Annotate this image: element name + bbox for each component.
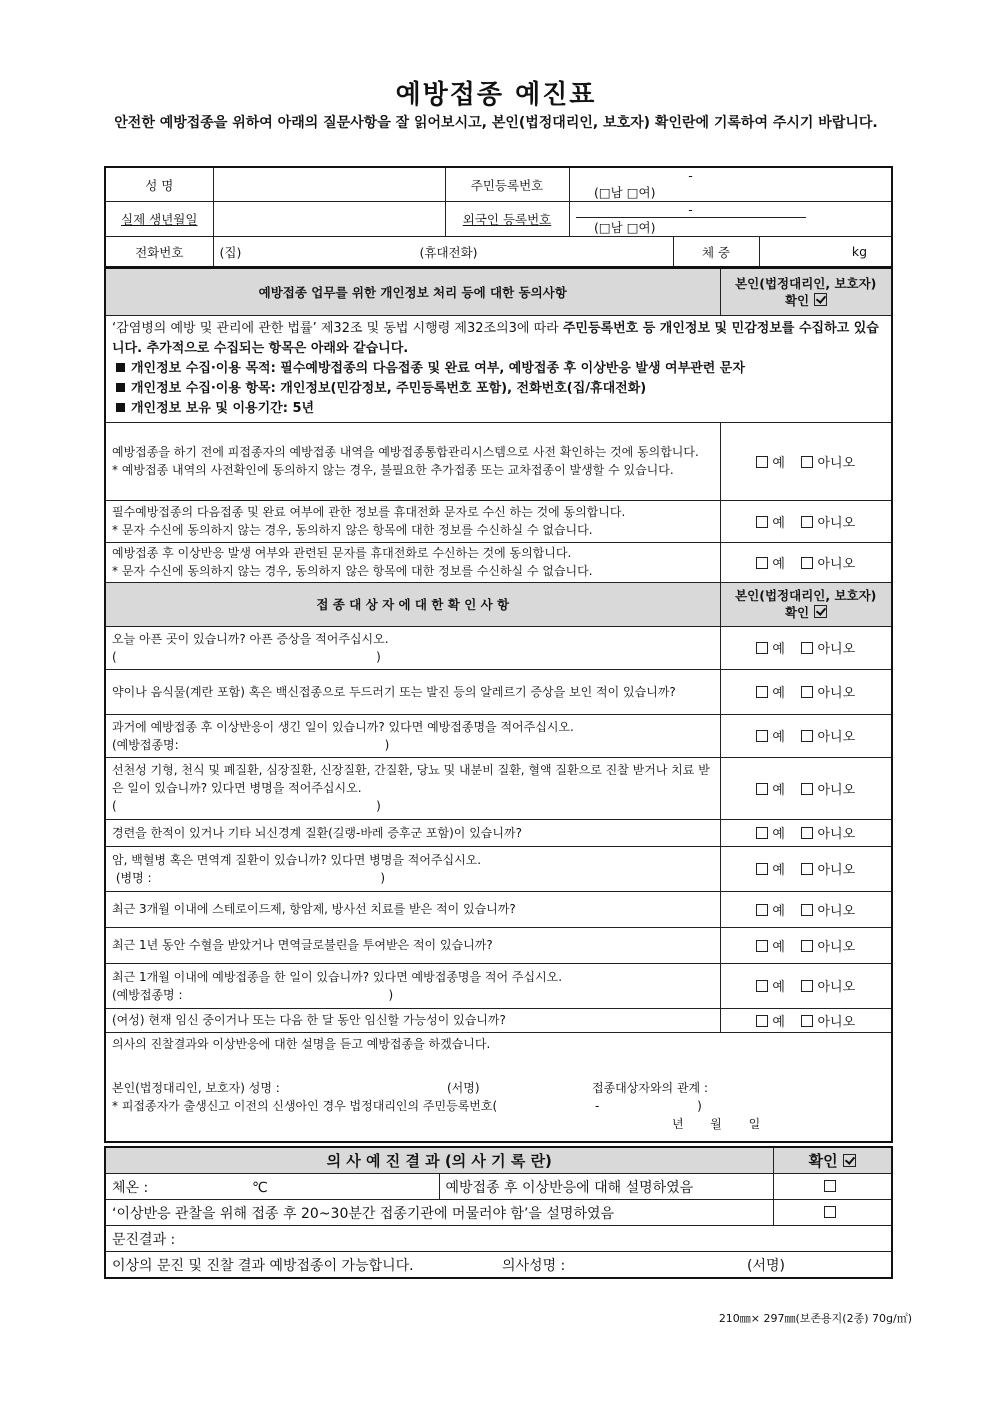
- question-9: [105, 963, 720, 1008]
- question-2: [105, 669, 720, 714]
- no-label: 아니오: [817, 827, 856, 842]
- question-text: 과거에 예방접종 후 이상반응이 생긴 일이 있습니까? 있다면 예방접종명을 적어주십시오.: [112, 719, 574, 734]
- foreign-label: 외국인 등록번호: [445, 202, 569, 237]
- consent-body: [105, 315, 892, 422]
- consent-item-text: 예방접종 후 이상반응 발생 여부와 관련된 문자를 휴대전화로 수신하는 것에 동의합니다.: [112, 546, 572, 560]
- consent-bullet-purpose: 개인정보 수집·이용 목적: 필수예방접종의 다음접종 및 완료 여부, 예방접종 후 이상반응 발생 여부관련 문자: [131, 360, 745, 376]
- checkbox-no[interactable]: [801, 557, 813, 569]
- newborn-close: ): [697, 1098, 702, 1113]
- question-7: [105, 891, 720, 927]
- no-label: 아니오: [817, 980, 856, 995]
- temperature-label: 체온 :: [112, 1179, 149, 1196]
- explain1-text: 예방접종 후 이상반응에 대해 설명하였음: [439, 1174, 773, 1200]
- explain1-check[interactable]: [773, 1174, 892, 1200]
- no-label: 아니오: [817, 939, 856, 955]
- consent-check-table: [104, 267, 893, 1143]
- checkbox-yes[interactable]: [756, 456, 768, 468]
- question-text: 최근 3개월 이내에 스테로이드제, 항암제, 방사선 치료를 받은 적이 있습니까?: [112, 902, 516, 916]
- question-choice-10: [720, 1008, 892, 1032]
- question-text: 암, 백혈병 혹은 면역계 질환이 있습니까? 있다면 병명을 적어주십시오.: [112, 852, 482, 867]
- question-5: [105, 819, 720, 846]
- yes-label: 예: [772, 515, 785, 531]
- consent-item-note: * 예방접종 내역의 사전확인에 동의하지 않는 경우, 불필요한 추가접종 또는 교차접종이 발생할 수 있습니다.: [112, 463, 674, 477]
- consent-law-bold: 주민등록번호 등 개인정보 및 민감정보를 수집하고 있습니다. 추가적으로 수집되는 항목은 아래와 같습니다.: [112, 320, 879, 356]
- no-label: 아니오: [817, 782, 856, 798]
- checkbox-no[interactable]: [801, 1015, 813, 1027]
- question-1: [105, 626, 720, 669]
- question-text: 약이나 음식물(계란 포함) 혹은 백신접종으로 두드러기 또는 발진 등의 알레르기 증상을 보인 적이 있습니까?: [112, 684, 676, 699]
- checkbox-yes[interactable]: [756, 686, 768, 698]
- question-4: [105, 757, 720, 819]
- checkbox-yes[interactable]: [756, 516, 768, 528]
- relation-label: 접종대상자와의 관계 :: [592, 1080, 709, 1095]
- checkbox-yes[interactable]: [756, 827, 768, 839]
- question-choice-1: [720, 626, 892, 669]
- question-choice-8: [720, 927, 892, 963]
- consent-item-text: 필수예방접종의 다음접종 및 완료 여부에 관한 정보를 휴대전화 문자로 수신 하는 것에 동의합니다.: [112, 505, 626, 519]
- name-label: 성 명: [105, 167, 213, 202]
- no-label: 아니오: [817, 556, 856, 572]
- consent-bullet-period: 개인정보 보유 및 이용기간: 5년: [131, 400, 315, 416]
- checkbox-no[interactable]: [801, 642, 813, 654]
- phone-label: 전화번호: [105, 237, 213, 268]
- checkbox-yes[interactable]: [756, 863, 768, 875]
- checked-box-icon: [814, 293, 827, 306]
- yes-label: 예: [772, 980, 785, 995]
- form-title: 예방접종 예진표: [395, 80, 597, 110]
- checkbox-yes[interactable]: [756, 557, 768, 569]
- yes-label: 예: [772, 455, 785, 471]
- checkbox-yes[interactable]: [756, 904, 768, 916]
- question-10: [105, 1008, 720, 1032]
- confirm-header-label: 본인(법정대리인, 보호자): [735, 275, 877, 291]
- yes-label: 예: [772, 863, 785, 878]
- newborn-dash[interactable]: -: [594, 1098, 600, 1113]
- consent-choice-2: [720, 500, 892, 542]
- checkbox-yes[interactable]: [756, 730, 768, 742]
- consent-law-text: ‘감염병의 예방 및 관리에 관한 법률’ 제32조 및 동법 시행령 제32조의3에 따라: [112, 320, 563, 336]
- interview-result[interactable]: 문진결과 :: [105, 1226, 892, 1252]
- consent-item-1: [105, 422, 720, 500]
- doctor-header: 의 사 예 진 결 과 (의 사 기 록 란): [105, 1147, 773, 1174]
- checkbox-no[interactable]: [801, 516, 813, 528]
- checkbox-yes[interactable]: [756, 940, 768, 952]
- checkbox-no[interactable]: [801, 940, 813, 952]
- rrn-dash: -: [688, 168, 693, 183]
- mobile-phone-label: (휴대전화): [419, 244, 478, 260]
- question-choice-9: [720, 963, 892, 1008]
- check-confirm-header: [720, 582, 892, 626]
- checkbox-no[interactable]: [801, 980, 813, 992]
- dob-field[interactable]: [213, 202, 445, 237]
- question-8: [105, 927, 720, 963]
- question-text: 최근 1개월 이내에 예방접종을 한 일이 있습니까? 있다면 예방접종명을 적어 주십시오.: [112, 969, 563, 984]
- gender-select-2[interactable]: (□남 □여): [594, 220, 656, 235]
- final-statement: 이상의 문진 및 진찰 결과 예방접종이 가능합니다.: [112, 1257, 414, 1274]
- newborn-note: * 피접종자가 출생신고 이전의 신생아인 경우 법정대리인의 주민등록번호(: [112, 1098, 498, 1113]
- yes-label: 예: [772, 1014, 785, 1030]
- doctor-name-label: 의사성명 :: [502, 1257, 566, 1274]
- answer-blank[interactable]: (예방접종명: ): [112, 737, 390, 752]
- consent-item-text: 예방접종을 하기 전에 피접종자의 예방접종 내역을 예방접종통합관리시스템으로 사전 확인하는 것에 동의합니다.: [112, 445, 699, 459]
- question-choice-5: [720, 819, 892, 846]
- no-label: 아니오: [817, 863, 856, 878]
- doctor-record-table: [104, 1146, 893, 1279]
- explain2-check[interactable]: [773, 1200, 892, 1226]
- question-choice-4: [720, 757, 892, 819]
- checkbox-no[interactable]: [801, 904, 813, 916]
- checkbox-no[interactable]: [801, 863, 813, 875]
- sign-mark[interactable]: (서명): [447, 1080, 480, 1095]
- yes-label: 예: [772, 827, 785, 842]
- temperature-unit: ℃: [252, 1179, 268, 1196]
- consent-header: 예방접종 업무를 위한 개인정보 처리 등에 대한 동의사항: [105, 268, 720, 315]
- question-text: 경련을 한적이 있거나 기타 뇌신경계 질환(길랭-바레 증후군 포함)이 있습니까?: [112, 825, 522, 840]
- question-choice-6: [720, 846, 892, 891]
- date-line[interactable]: 년 월 일: [672, 1116, 761, 1131]
- question-choice-7: [720, 891, 892, 927]
- no-label: 아니오: [817, 642, 856, 657]
- consent-item-2: [105, 500, 720, 542]
- name-field[interactable]: [213, 167, 445, 202]
- checkbox-yes[interactable]: [756, 980, 768, 992]
- consent-confirm-header: [720, 268, 892, 315]
- answer-blank[interactable]: (병명 : ): [112, 870, 386, 885]
- question-text: 오늘 아픈 곳이 있습니까? 아픈 증상을 적어주십시오.: [112, 631, 389, 646]
- weight-field[interactable]: [759, 237, 892, 268]
- no-label: 아니오: [817, 455, 856, 471]
- explain2-text: ‘이상반응 관찰을 위해 접종 후 20~30분간 접종기관에 머물러야 함’을 설명하였음: [105, 1200, 773, 1226]
- final-line: [105, 1252, 892, 1279]
- consent-item-note: * 문자 수신에 동의하지 않는 경우, 동의하지 않은 항목에 대한 정보를 수신하실 수 없습니다.: [112, 523, 593, 537]
- weight-label: 체 중: [673, 237, 759, 268]
- yes-label: 예: [772, 782, 785, 798]
- checkbox-yes[interactable]: [756, 642, 768, 654]
- yes-label: 예: [772, 903, 785, 919]
- question-6: [105, 846, 720, 891]
- foreign-dash: -: [576, 202, 806, 218]
- confirm-sub-label: 확인: [784, 605, 810, 620]
- no-label: 아니오: [817, 515, 856, 531]
- no-label: 아니오: [817, 686, 856, 701]
- temperature-cell[interactable]: [105, 1174, 439, 1200]
- no-label: 아니오: [817, 1014, 856, 1030]
- doctor-sign[interactable]: (서명): [747, 1257, 785, 1274]
- no-label: 아니오: [817, 903, 856, 919]
- yes-label: 예: [772, 686, 785, 701]
- confirm-sub-label: 확인: [784, 292, 810, 308]
- question-3: [105, 714, 720, 757]
- phone-field[interactable]: [213, 237, 673, 268]
- consent-item-3: [105, 542, 720, 582]
- home-phone-label: (집): [219, 244, 242, 260]
- yes-label: 예: [772, 556, 785, 572]
- yes-label: 예: [772, 730, 785, 745]
- answer-blank[interactable]: (예방접종명 : ): [112, 987, 394, 1002]
- weight-unit: kg: [851, 244, 868, 259]
- consent-choice-3: [720, 542, 892, 582]
- checkbox-icon[interactable]: [824, 1180, 836, 1192]
- checked-box-icon: [843, 1154, 856, 1167]
- form-subtitle: 안전한 예방접종을 위하여 아래의 질문사항을 잘 읽어보시고, 본인(법정대리인, 보호자) 확인란에 기록하여 주시기 바랍니다.: [114, 115, 878, 131]
- checkbox-yes[interactable]: [756, 783, 768, 795]
- question-text: 선천성 기형, 천식 및 폐질환, 심장질환, 신장질환, 간질환, 당뇨 및 내분비 질환, 혈액 질환으로 진찰 받거나 치료 받은 일이 있습니까? 있다면 병명을 적어주십시오.: [112, 763, 710, 795]
- statement-text: 의사의 진찰결과와 이상반응에 대한 설명을 듣고 예방접종을 하겠습니다.: [112, 1036, 491, 1051]
- yes-label: 예: [772, 642, 785, 657]
- consent-bullet-items: 개인정보 수집·이용 항목: 개인정보(민감정보, 주민등록번호 포함), 전화번호(집/휴대전화): [131, 380, 647, 396]
- sign-label: 본인(법정대리인, 보호자) 성명 :: [112, 1080, 280, 1095]
- question-choice-2: [720, 669, 892, 714]
- checkbox-no[interactable]: [801, 827, 813, 839]
- confirm-label: 확인: [808, 1152, 838, 1170]
- checkbox-no[interactable]: [801, 686, 813, 698]
- foreign-field[interactable]: [569, 202, 892, 237]
- checkbox-no[interactable]: [801, 456, 813, 468]
- rrn-label: 주민등록번호: [445, 167, 569, 202]
- gender-select-1[interactable]: (□남 □여): [594, 185, 656, 200]
- signature-section: [105, 1032, 892, 1142]
- rrn-field[interactable]: [569, 167, 892, 202]
- question-text: (여성) 현재 임신 중이거나 또는 다음 한 달 동안 임신할 가능성이 있습니까?: [112, 1013, 506, 1027]
- dob-label: 실제 생년월일: [105, 202, 213, 237]
- no-label: 아니오: [817, 730, 856, 745]
- question-choice-3: [720, 714, 892, 757]
- consent-item-note: * 문자 수신에 동의하지 않는 경우, 동의하지 않은 항목에 대한 정보를 수신하실 수 없습니다.: [112, 564, 593, 578]
- consent-choice-1: [720, 422, 892, 500]
- paper-spec-footer: 210㎜× 297㎜(보존용지(2종) 70g/㎡): [718, 1312, 912, 1325]
- yes-label: 예: [772, 939, 785, 955]
- confirm-header-label: 본인(법정대리인, 보호자): [735, 588, 877, 603]
- check-header: 접 종 대 상 자 에 대 한 확 인 사 항: [105, 582, 720, 626]
- bullet-square-icon: [116, 363, 125, 372]
- checkbox-no[interactable]: [801, 783, 813, 795]
- doctor-confirm-header: [773, 1147, 892, 1174]
- answer-blank[interactable]: ( ): [112, 649, 381, 664]
- personal-info-table: [104, 166, 893, 268]
- checkbox-yes[interactable]: [756, 1015, 768, 1027]
- bullet-square-icon: [116, 383, 125, 392]
- bullet-square-icon: [116, 403, 125, 412]
- answer-blank[interactable]: ( ): [112, 799, 381, 813]
- checkbox-no[interactable]: [801, 730, 813, 742]
- checkbox-icon[interactable]: [824, 1206, 836, 1218]
- question-text: 최근 1년 동안 수혈을 받았거나 면역글로불린을 투여받은 적이 있습니까?: [112, 938, 493, 952]
- checked-box-icon: [814, 605, 827, 618]
